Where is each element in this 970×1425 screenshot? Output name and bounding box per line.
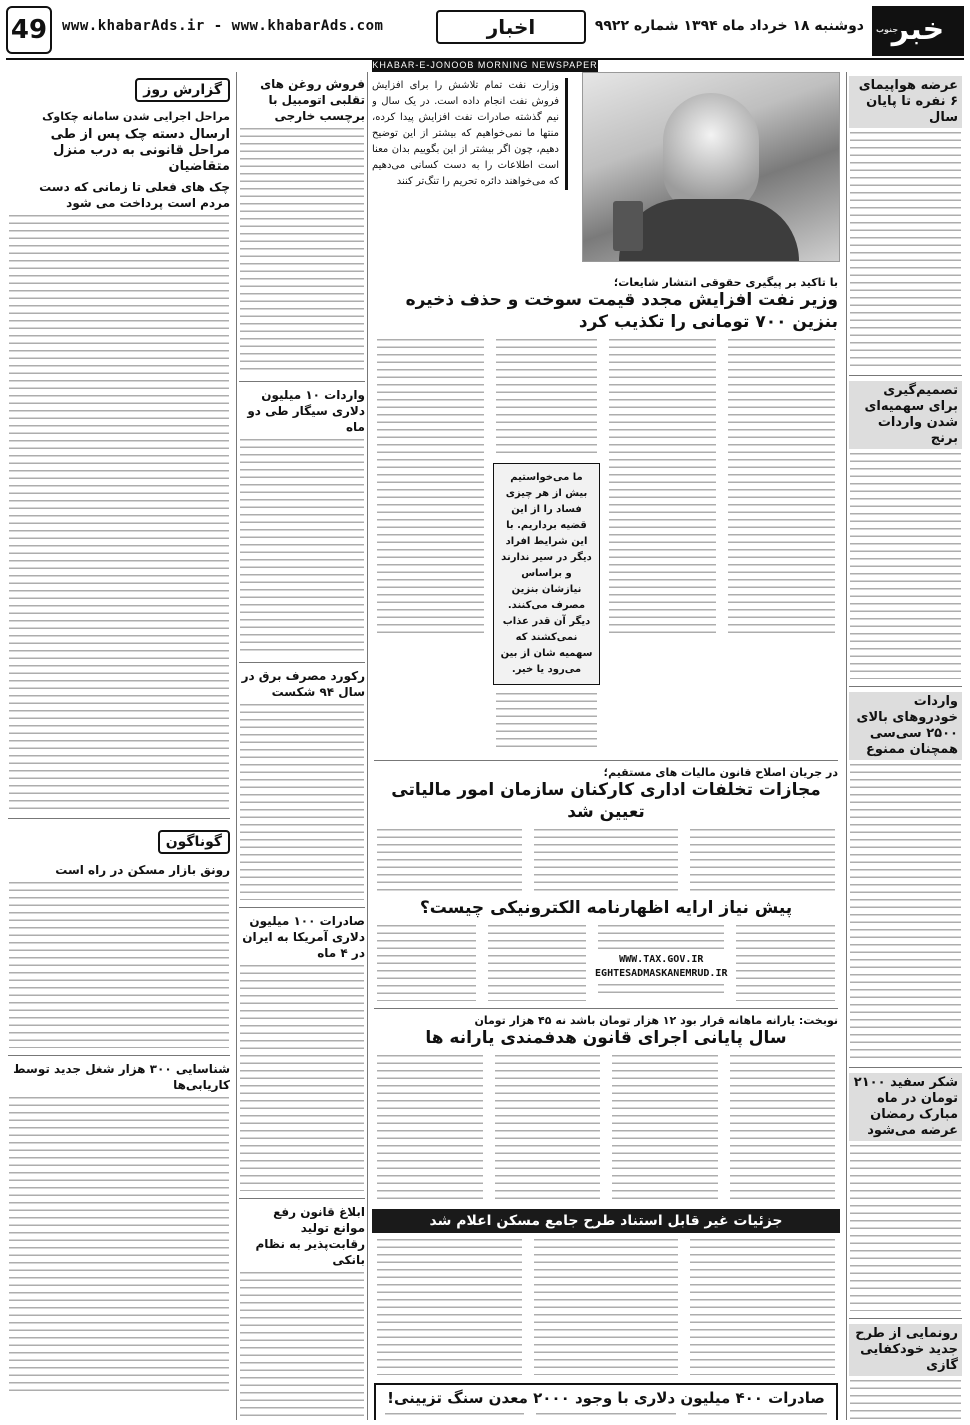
housing-body-col	[687, 1237, 838, 1377]
article-body	[847, 1378, 964, 1420]
article-headline[interactable]: تصمیم‌گیری برای سهمیه‌ای شدن واردات برنج	[849, 381, 962, 449]
strapline: KHABAR-E-JONOOB MORNING NEWSPAPER	[372, 60, 598, 70]
pull-quote: ما می‌خواستیم بیش از هر چیزی فساد را از این قضیه برداریم. با این شرایط افراد دیگر در سیر ندارند و براساس نیازشان بنزین مصرف می‌کنند. دیگر آن قدر عذاب نمی‌کشند که سهمیه شان از بین می‌رود یا خیر.	[493, 463, 600, 685]
article-headline[interactable]: ابلاغ قانون رفع موانع تولید رقابت‌پذیر به نظام بانکی	[255, 1205, 365, 1267]
article-body	[237, 1270, 367, 1420]
lead-body-col	[493, 337, 600, 755]
article-headline[interactable]: رونمایی از طرح جدید خودکفایی گازی	[849, 1324, 962, 1376]
divider	[849, 1067, 962, 1068]
tax-body-col	[595, 923, 727, 1003]
housing-body-col	[374, 1237, 525, 1377]
tax-kicker: در جریان اصلاح قانون مالیات های مستقیم؛	[603, 766, 838, 779]
article-body	[847, 130, 964, 370]
lead-body-col	[725, 337, 838, 637]
housing-headline-bar[interactable]: جزئیات غیر قابل استناد طرح جامع مسکن اعلام شد	[372, 1209, 840, 1233]
divider	[374, 1008, 838, 1009]
tax-body-col	[485, 923, 590, 1003]
subsidy-body-col	[609, 1053, 721, 1203]
tax-headline-2[interactable]: پیش نیاز ارایه اظهارنامه الکترونیکی چیست؟	[419, 898, 793, 918]
subsidy-body	[372, 1053, 840, 1203]
divider	[239, 662, 365, 663]
article-body	[847, 762, 964, 1062]
logo-text: خبر	[891, 12, 945, 47]
section-logo-daily-report: گزارش روز	[135, 78, 230, 102]
tax-body-col	[531, 827, 682, 897]
tax-body-col	[687, 827, 838, 897]
newspaper-logo	[872, 6, 964, 56]
divider	[239, 1198, 365, 1199]
photo-head-shape	[663, 93, 759, 213]
minister-photo	[582, 72, 840, 262]
divider	[239, 907, 365, 908]
housing-body-col	[531, 1237, 682, 1377]
divider	[849, 686, 962, 687]
lead-body	[372, 337, 840, 755]
lead-story	[372, 72, 840, 272]
daily-report-subhead: چک های فعلی تا زمانی که دست مردم است پرداخت می شود	[39, 180, 230, 210]
article-headline[interactable]: واردات خودروهای بالای ۲۵۰۰ سی‌سی همچنان ممنوع	[849, 692, 962, 760]
issue-date: دوشنبه ۱۸ خرداد ماه ۱۳۹۴ شماره ۹۹۲۲	[594, 18, 864, 34]
stone-export-body	[380, 1411, 832, 1420]
article-headline[interactable]: شکر سفید ۲۱۰۰ تومان در ماه مبارک رمضان عرضه می‌شود	[849, 1073, 962, 1141]
lead-body-text	[493, 337, 600, 457]
masthead	[6, 6, 964, 60]
lead-quote	[372, 78, 568, 260]
stone-export-body-col	[685, 1411, 830, 1420]
article-body	[237, 437, 367, 657]
article-headline[interactable]: واردات ۱۰ میلیون دلاری سیگار طی دو ماه	[247, 388, 365, 434]
daily-report-kicker: مراحل اجرایی شدن سامانه چکاوک	[42, 110, 230, 123]
lead-headline[interactable]: وزیر نفت افزایش مجدد قیمت سوخت و حذف ذخیره بنزین ۷۰۰ تومانی را تکذیب کرد	[405, 290, 838, 332]
article-headline[interactable]: رکورد مصرف برق در سال ۹۴ شکست	[241, 669, 365, 699]
website-url[interactable]: www.khabarAds.ir - www.khabarAds.com	[62, 18, 384, 34]
section-logo-misc: گوناگون	[158, 830, 230, 854]
photo-suit-shape	[619, 199, 799, 261]
lead-quote-text: وزارت نفت تمام تلاشش را برای افزایش فروش نفت انجام داده است. در یک سال و نیم گذشته صادرات نفت افزایش پیدا کرده، منتها ما نمی‌خواهیم که بیشتر از این توضیح دهیم، چون اگر بیشتر از این بگوییم بدان معنا است اطلاعات را به دست کسانی می‌دهیم که می‌خواهند دائره تحریم را تنگ‌تر کنند	[372, 78, 568, 190]
tax-body-col	[374, 827, 525, 897]
divider	[849, 1318, 962, 1319]
divider	[8, 1055, 230, 1056]
lead-body-col	[374, 337, 487, 637]
article-headline[interactable]: صادرات ۱۰۰ میلیون دلاری آمریکا به ایران در ۴ ماه	[242, 914, 365, 960]
tax-website[interactable]: WWW.TAX.GOV.IR	[619, 954, 704, 965]
stone-export-headline[interactable]: صادرات ۴۰۰ میلیون دلاری با وجود ۲۰۰۰ معدن سنگ تزیینی!	[387, 1389, 825, 1407]
stone-export-body-col	[533, 1411, 678, 1420]
divider	[8, 818, 230, 819]
divider	[849, 375, 962, 376]
logo-subtext: جنوب	[876, 25, 899, 34]
article-headline[interactable]: عرضه هواپیمای ۶ نفره تا پایان سال	[849, 76, 962, 128]
subsidy-headline[interactable]: سال پایانی اجرای قانون هدفمندی یارانه ها	[425, 1028, 787, 1048]
article-body	[237, 702, 367, 902]
daily-report-body	[6, 213, 232, 813]
article-body	[237, 963, 367, 1193]
tax-body-col	[374, 923, 479, 1003]
section-title: اخبار	[436, 10, 586, 44]
tax-body-2	[372, 923, 840, 1003]
subsidy-body-col	[374, 1053, 486, 1203]
tax-body-text	[595, 923, 727, 951]
divider	[374, 760, 838, 761]
article-headline[interactable]: شناسایی ۳۰۰ هزار شغل جدید توسط کاریابی‌ها	[13, 1062, 230, 1092]
right-column	[846, 72, 964, 1420]
tax-body-col	[733, 923, 838, 1003]
stone-export-body-col	[382, 1411, 527, 1420]
page-number: 49	[6, 6, 52, 54]
middle-column	[236, 72, 368, 1420]
housing-body	[372, 1237, 840, 1377]
subsidy-body-col	[727, 1053, 839, 1203]
article-body	[847, 451, 964, 681]
subsidy-kicker: نوبخت: یارانه ماهانه قرار بود ۱۲ هزار تومان باشد نه ۴۵ هزار تومان	[474, 1014, 838, 1027]
lead-body-text	[493, 691, 600, 755]
left-column	[6, 72, 232, 1420]
housing-website[interactable]: EGHTESADMASKANEMRUD.IR	[595, 968, 728, 979]
article-body	[6, 1095, 232, 1395]
main-column	[372, 72, 840, 1420]
lead-body-col	[606, 337, 719, 637]
article-body	[847, 1143, 964, 1313]
tax-body-text	[595, 982, 727, 996]
article-body	[237, 126, 367, 376]
article-body	[6, 880, 232, 1050]
article-headline[interactable]: فروش روغن های تقلبی اتومبیل با برچسب خارجی	[260, 77, 365, 123]
tax-body	[372, 827, 840, 897]
stone-export-box	[374, 1383, 838, 1420]
daily-report-headline[interactable]: ارسال دسته چک پس از طی مراحل قانونی به درب منزل متقاضیان	[50, 127, 230, 174]
subsidy-body-col	[492, 1053, 604, 1203]
article-headline[interactable]: رونق بازار مسکن در راه است	[55, 863, 230, 877]
photo-microphone-shape	[613, 201, 643, 251]
tax-headline[interactable]: مجازات تخلفات اداری کارکنان سازمان امور مالیاتی تعیین شد	[391, 780, 821, 822]
lead-kicker: با تاکید بر پیگیری حقوقی انتشار شایعات؛	[613, 276, 838, 289]
divider	[239, 381, 365, 382]
